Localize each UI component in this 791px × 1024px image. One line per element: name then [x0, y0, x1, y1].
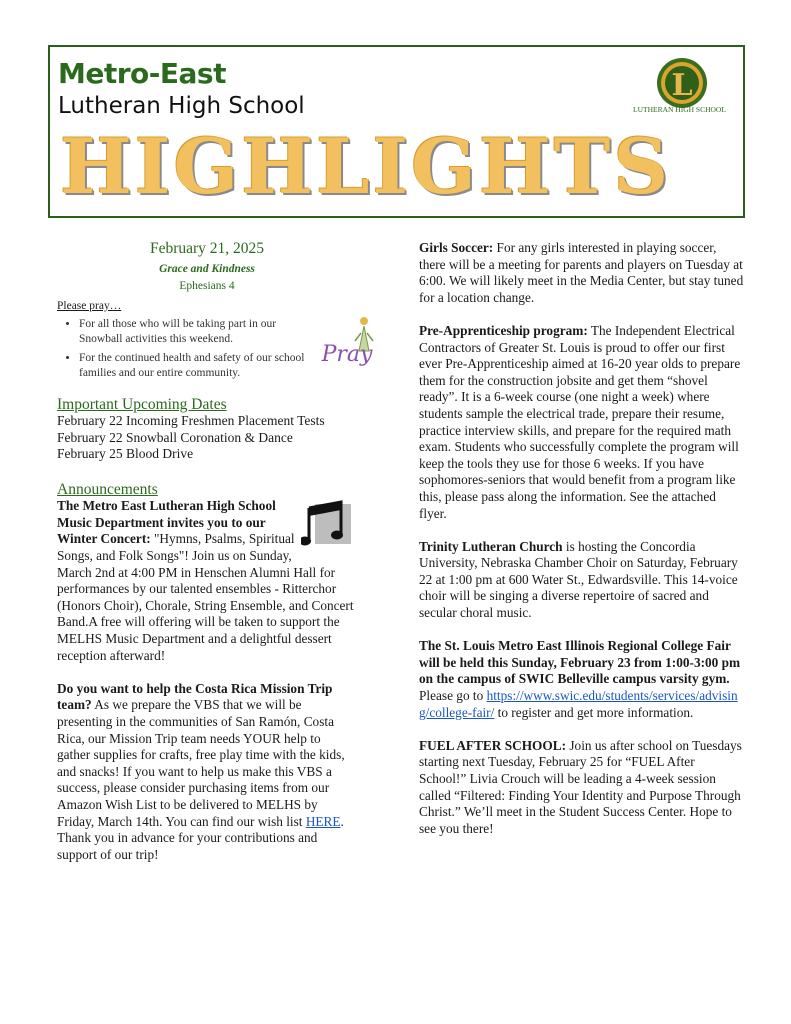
- issue-date: February 21, 2025: [149, 240, 265, 257]
- date-item: February 22 Incoming Freshmen Placement Tests: [57, 413, 325, 429]
- school-name-line1: Metro-East: [58, 57, 226, 90]
- dates-list: [57, 413, 357, 463]
- concert-announcement: The Metro East Lutheran High School Music Department invites you to our Winter Concert: "Hymns, Psalms, Spiritual Songs, and Folk Songs"! Join us on Sunday, March 2nd at 4:00 PM in Henschen Alumni Hall for performances by our talented ensembles - Ritterchor (Honors Choir), Chorale, String Ensemble, and Concert Band.A free will offering will be taken to support the MELHS Music Department and a delightful dessert reception afterward!: [57, 498, 354, 663]
- college-fair-announcement: The St. Louis Metro East Illinois Regional College Fair will be held this Sunday, February 23 from 1:00-3:00 pm on the campus of SWIC Belleville campus varsity gym. Please go to https://www.swic.edu/students/services/advising/college-fair/ to register and get more information.: [419, 638, 741, 720]
- mission-announcement: Do you want to help the Costa Rica Mission Trip team? As we prepare the VBS that we will be presenting in the communities of San Ramón, Costa Rica, our Mission Trip team needs YOUR help to gather supplies for crafts, free play time with the kids, and snacks! If you want to help us make this VBS a success, please consider purchasing items from our Amazon Wish List to be delivered to MELHS by Friday, March 14th. You can find our wish list HERE. Thank you in advance for your contributions and support of our trip!: [57, 680, 345, 862]
- dates-heading: Important Upcoming Dates: [57, 395, 227, 413]
- school-name-line2: Lutheran High School: [58, 93, 305, 119]
- college-fair-link[interactable]: https://www.swic.edu/students/services/advising/college-fair/: [419, 688, 738, 720]
- announcements-heading: Announcements: [57, 480, 158, 498]
- music-notes-icon: [301, 498, 357, 550]
- logo-caption: LUTHERAN HIGH SCHOOL: [633, 105, 726, 114]
- issue-verse: Ephesians 4: [179, 280, 235, 293]
- date-item: February 22 Snowball Coronation & Dance: [57, 429, 293, 445]
- apprenticeship-announcement: Pre-Apprenticeship program: The Independent Electrical Contractors of Greater St. Louis is proud to offer our first ever Pre-Apprenticeship aimed at 16-20 year olds to prepare them for the construction jobsite and get them “shovel ready”. It is a 6-week course (one night a week) where students sample the electrical trade, prepare their resume, practice interview skills, and prepare for the required math exam. Students who successfully complete the program will keep the tools they use for those 6 weeks. If you have sophomores-seniors that would benefit from a program like this, please pass along the information. See the attached flyer.: [419, 322, 741, 521]
- soccer-announcement: Girls Soccer: For any girls interested in playing soccer, there will be a meeting for parents and players on Tuesday at 6:00. We will likely meet in the Media Center, but stay tuned for a location change.: [419, 240, 744, 305]
- issue-theme: Grace and Kindness: [159, 262, 255, 275]
- prayer-list: [57, 317, 319, 380]
- right-column: [419, 240, 744, 837]
- wishlist-link[interactable]: HERE: [305, 813, 341, 829]
- prayer-item: • For all those who will be taking part in our Snowball activities this weekend.: [79, 317, 319, 347]
- trinity-announcement: Trinity Lutheran Church is hosting the Concordia University, Nebraska Chamber Choir on Saturday, February 22 at 1:00 pm at 600 Water St., Edwardsville. This 14-voice choir will be singing a diverse repertoire of sacred and secular choral music.: [419, 538, 738, 621]
- date-item: February 25 Blood Drive: [57, 446, 194, 462]
- left-column: [57, 240, 373, 863]
- pray-heading: Please pray…: [57, 299, 122, 312]
- highlights-banner: HIGHLIGHTS: [60, 122, 672, 211]
- newsletter-header: [48, 45, 745, 218]
- logo-letter: L: [671, 68, 693, 103]
- pray-graphic-icon: [319, 311, 379, 375]
- pray-graphic-text: Pray: [321, 342, 373, 368]
- fuel-announcement: FUEL AFTER SCHOOL: Join us after school on Tuesdays starting next Tuesday, February 25 for “FUEL After School!” Livia Crouch will be leading a 4-week session called “Filtered: Finding Your Identity and Purpose Through Christ.” We’ll meet in the Student Success Center. Hope to see you there!: [419, 737, 742, 836]
- prayer-item: • For the continued health and safety of our school families and our entire community.: [79, 351, 319, 381]
